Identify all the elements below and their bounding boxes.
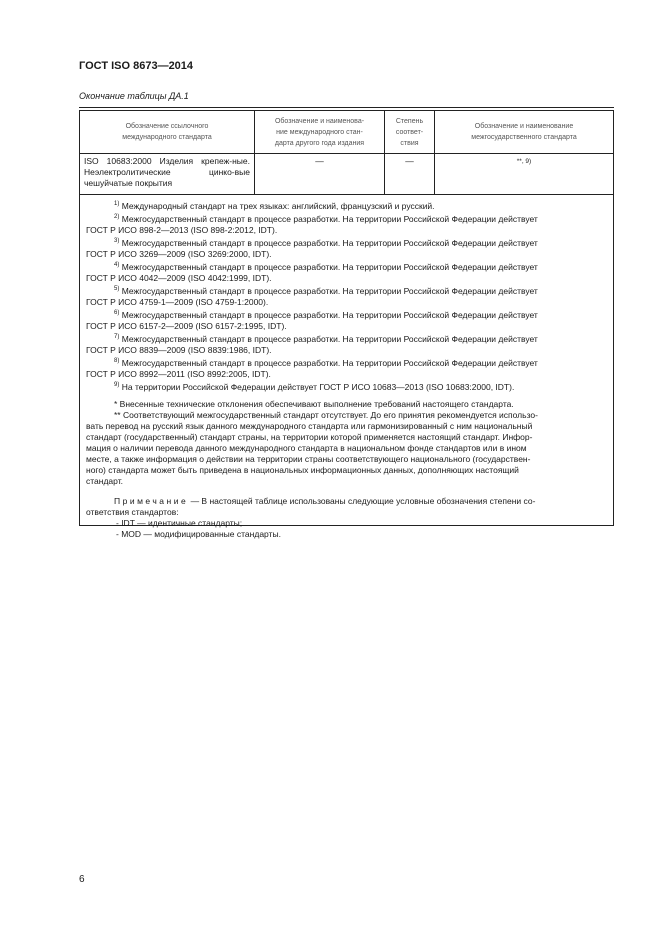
table-cell-conformity-degree: — [385,154,435,194]
footnote-line [86,273,608,284]
table-row [80,154,613,195]
footnote-mark: 1) [114,201,120,207]
asterisk-note-line: месте, а также информация о действии на территории страны соответствующего национального (государствен- [86,454,531,464]
footnote-text: ГОСТ Р ИСО 898-2—2013 (ISO 898-2:2012, IDT). [86,225,278,235]
footnote-text: Межгосударственный стандарт в процессе разработки. На территории Российской Федерации действует [121,214,538,224]
footnote-text: Межгосударственный стандарт в процессе разработки. На территории Российской Федерации действует [121,262,538,272]
footnote-mark: 6) [114,310,120,316]
footnote-line [86,308,608,321]
footnote-text: Межгосударственный стандарт в процессе разработки. На территории Российской Федерации действует [121,238,538,248]
column-header-other-year-standard: Обозначение и наименова- ние международного стан- дарта другого года издания [255,111,385,153]
asterisk-note-line: мация о наличии перевода данного международного стандарта в национальном фонде стандартов или в ином [86,443,527,453]
footnote-mark: 3) [114,238,120,244]
footnote-mark: 9) [114,382,120,388]
footnote-list [86,199,608,393]
note-first-line [86,496,608,507]
footnote-mark: 2) [114,214,120,220]
footnote-line [86,260,608,273]
asterisk-note-line: * Внесенные технические отклонения обеспечивают выполнение требований настоящего стандарта. [114,399,514,409]
column-header-conformity-degree: Степень соответ- ствия [385,111,435,153]
table-cell-interstate-standard: **, 9) [516,158,532,165]
footnote-mark: 4) [114,262,120,268]
footnote-line [86,212,608,225]
footnote-text: ГОСТ Р ИСО 3269—2009 (ISO 3269:2000, IDT). [86,249,272,259]
note [86,496,608,540]
footnote-text: ГОСТ Р ИСО 6157-2—2009 (ISO 6157-2:1995, IDT). [86,321,287,331]
footnote-line [86,332,608,345]
asterisk-note-line: ного) стандарта может быть приведена в национальных информационных данных, дополняющих настоящий [86,465,519,475]
footnote-line [86,297,608,308]
note-text: — В настоящей таблице использованы следующие условные обозначения степени со- [188,496,536,506]
footnote-text: ГОСТ Р ИСО 4759-1—2009 (ISO 4759-1:2000). [86,297,269,307]
table-top-rule [79,107,614,108]
table-header-row [80,111,613,154]
footnote-line [86,284,608,297]
footnote-line [86,236,608,249]
reference-table [79,110,614,539]
footnote-text: ГОСТ Р ИСО 8992—2011 (ISO 8992:2005, IDT). [86,369,271,379]
asterisk-note-line: стандарт. [86,476,124,486]
footnote-line [86,321,608,332]
note-bullet-idt: - IDT — идентичные стандарты; [116,518,243,528]
table-caption: Окончание таблицы ДА.1 [79,91,189,101]
footnote-text: ГОСТ Р ИСО 4042—2009 (ISO 4042:1999, IDT). [86,273,272,283]
table-cell-reference-standard: ISO 10683:2000 Изделия крепеж-ные. Неэлектролитические цинко-вые чешуйчатые покрытия [80,154,255,194]
page-number: 6 [79,874,85,885]
asterisk-note-line: ** Соответствующий межгосударственный стандарт отсутствует. До его принятия рекомендуется использо- [114,410,538,420]
footnote-line [86,380,608,393]
footnote-mark: 8) [114,358,120,364]
footnote-line [86,369,608,380]
note-second-line: ответствия стандартов: [86,507,179,517]
footnote-mark: 7) [114,334,120,340]
document-header: ГОСТ ISO 8673—2014 [79,60,194,72]
footnote-line [86,225,608,236]
note-bullet-mod: - MOD — модифицированные стандарты. [116,529,281,539]
asterisk-note-line: вать перевод на русский язык данного международного стандарта или гармонизированный с ним национальный [86,421,533,431]
footnote-text: Межгосударственный стандарт в процессе разработки. На территории Российской Федерации действует [121,286,538,296]
footnote-text: На территории Российской Федерации действует ГОСТ Р ИСО 10683—2013 (ISO 10683:2000, IDT). [121,382,515,392]
footnote-line [86,356,608,369]
footnote-line [86,345,608,356]
footnote-mark: 5) [114,286,120,292]
asterisk-note-line: стандарт (государственный) стандарт страны, на территории которой применяется настоящий стандарт. Инфор- [86,432,533,442]
footnote-text: Межгосударственный стандарт в процессе разработки. На территории Российской Федерации действует [121,310,538,320]
column-header-reference-standard: Обозначение ссылочного международного стандарта [80,111,255,153]
footnote-text: Межгосударственный стандарт в процессе разработки. На территории Российской Федерации действует [121,334,538,344]
table-notes-section [80,195,613,539]
column-header-interstate-standard: Обозначение и наименование межгосударственного стандарта [471,123,577,141]
asterisk-notes [86,399,608,487]
footnote-text: Межгосударственный стандарт в процессе разработки. На территории Российской Федерации действует [121,358,538,368]
note-title: Примечание [114,496,189,506]
footnote-line [86,199,608,212]
table-cell-other-year-standard: — [255,154,385,194]
footnotes [86,199,608,540]
footnote-text: ГОСТ Р ИСО 8839—2009 (ISO 8839:1986, IDT). [86,345,272,355]
footnote-text: Международный стандарт на трех языках: английский, французский и русский. [121,201,435,211]
footnote-line [86,249,608,260]
